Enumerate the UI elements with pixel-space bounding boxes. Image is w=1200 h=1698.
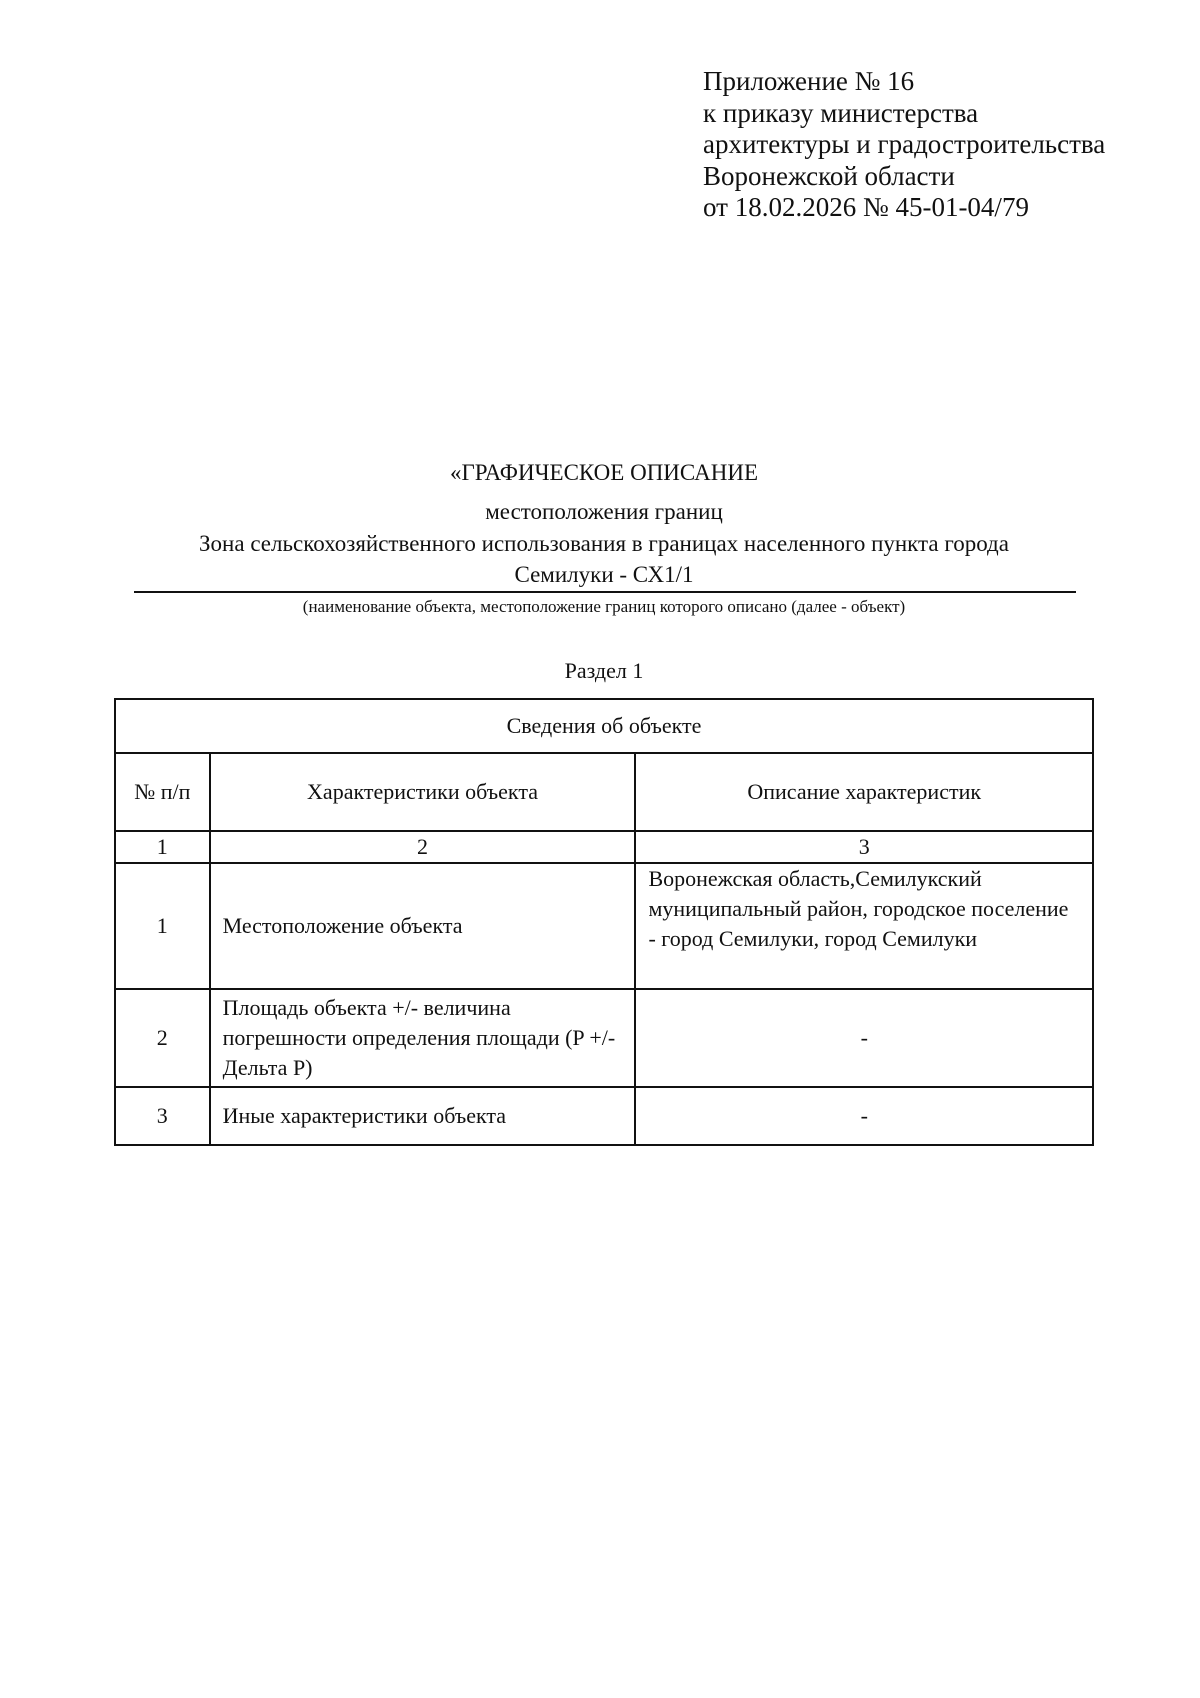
row-num: 3 [115, 1087, 210, 1145]
appendix-line: архитектуры и градостроительства [703, 129, 1106, 159]
object-info-table [114, 698, 1094, 1146]
row-characteristic: Площадь объекта +/- величина погрешности определения площади (P +/- Дельта P) [210, 989, 636, 1087]
object-name-underline [134, 591, 1076, 593]
row-characteristic: Местоположение объекта [210, 863, 636, 989]
document-subtitle: местоположения границ [485, 499, 723, 524]
table-row [115, 863, 1093, 989]
table-caption: Сведения об объекте [115, 699, 1093, 753]
header-num: № п/п [115, 753, 210, 831]
table-row [115, 989, 1093, 1087]
object-name-line: Зона сельскохозяйственного использования в границах населенного пункта города [199, 531, 1009, 556]
column-number-row [115, 831, 1093, 863]
appendix-block [703, 66, 1183, 224]
underline-caption: (наименование объекта, местоположение границ которого описано (далее - объект) [302, 597, 906, 616]
table-row [115, 1087, 1093, 1145]
appendix-line: от 18.02.2026 № 45-01-04/79 [703, 192, 1029, 222]
document-title: «ГРАФИЧЕСКОЕ ОПИСАНИЕ [449, 460, 758, 485]
row-description: - [635, 1087, 1093, 1145]
table-caption-row [115, 699, 1093, 753]
object-name [132, 528, 1076, 590]
row-num: 1 [115, 863, 210, 989]
appendix-line: Воронежской области [703, 160, 955, 191]
appendix-line: Приложение № 16 [703, 66, 915, 96]
object-name-line: Семилуки - СХ1/1 [514, 562, 694, 587]
table-header-row [115, 753, 1093, 831]
row-num: 2 [115, 989, 210, 1087]
row-characteristic: Иные характеристики объекта [210, 1087, 636, 1145]
row-description: Воронежская область,Семилукский муниципальный район, городское поселение - город Семилуки, город Семилуки [635, 863, 1093, 989]
column-number: 1 [115, 831, 210, 863]
row-description: - [635, 989, 1093, 1087]
header-description: Описание характеристик [635, 753, 1093, 831]
column-number: 2 [210, 831, 636, 863]
header-characteristic: Характеристики объекта [210, 753, 636, 831]
column-number: 3 [635, 831, 1093, 863]
section-title: Раздел 1 [564, 658, 644, 683]
appendix-line: к приказу министерства [703, 97, 979, 128]
